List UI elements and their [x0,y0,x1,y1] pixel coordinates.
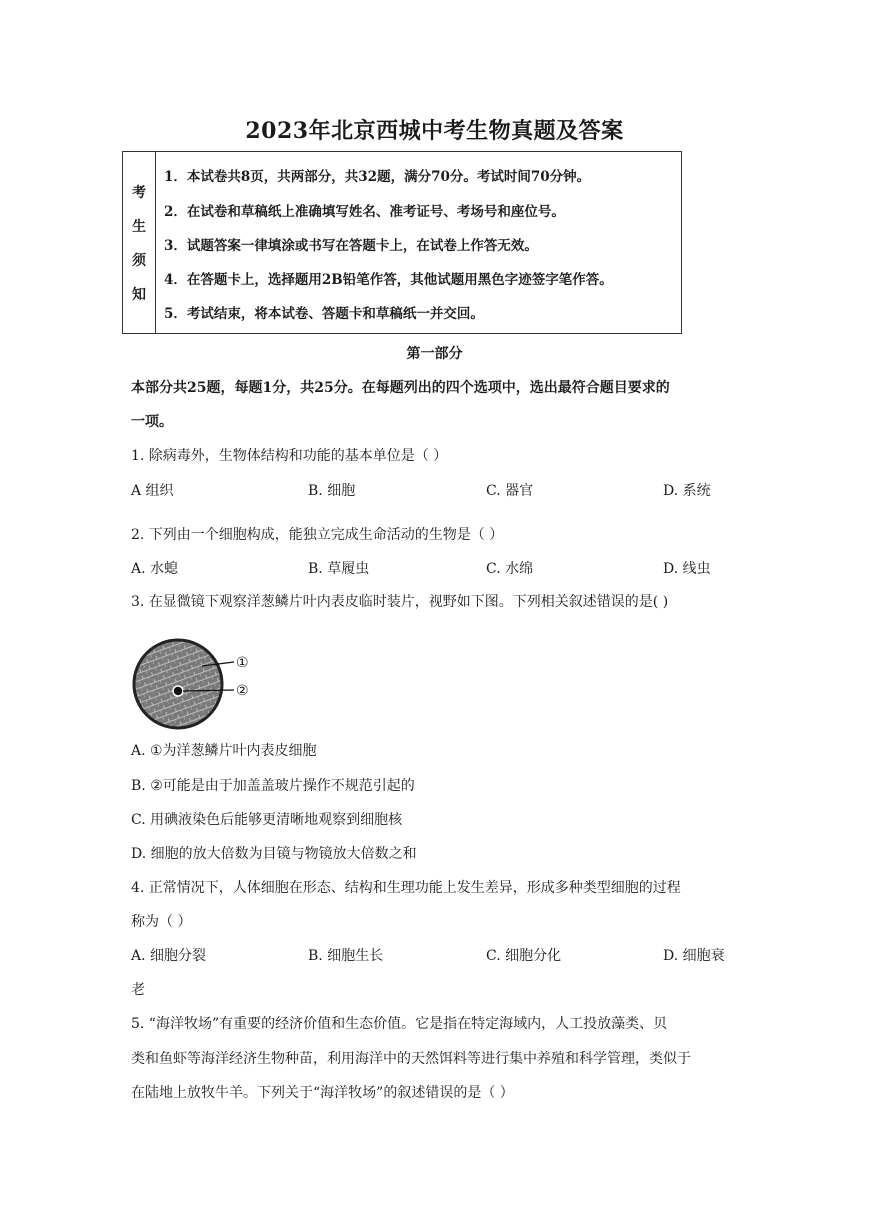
notice-rule-5: 5．考试结束，将本试卷、答题卡和草稿纸一并交回。 [164,306,484,322]
notice-rule-2: 2．在试卷和草稿纸上准确填写姓名、准考证号、考场号和座位号。 [164,204,565,220]
notice-heading-char: 生 [132,219,146,235]
notice-rule-3: 3．试题答案一律填涂或书写在答题卡上，在试卷上作答无效。 [164,238,538,254]
notice-heading-char: 知 [132,287,146,303]
q2-option-a: A. 水螅 [131,561,179,577]
q1-option-b: B. 细胞 [308,483,356,499]
q2-option-c: C. 水绵 [486,561,534,577]
q3-option-a: A. ①为洋葱鳞片叶内表皮细胞 [131,743,317,759]
notice-rule-1: 1．本试卷共8页，共两部分，共32题，满分70分。考试时间70分钟。 [164,169,591,185]
q1-option-c: C. 器官 [486,483,534,499]
q1-option-d: D. 系统 [663,483,711,499]
q1-option-a: A 组织 [131,483,174,499]
q3-option-b: B. ②可能是由于加盖盖玻片操作不规范引起的 [131,778,415,794]
q2-option-b: B. 草履虫 [308,561,370,577]
q5-stem-cont: 在陆地上放牧牛羊。下列关于“海洋牧场”的叙述错误的是（ ） [131,1085,514,1101]
microscope-field-image [130,628,260,738]
q4-stem: 4. 正常情况下，人体细胞在形态、结构和生理功能上发生差异，形成多种类型细胞的过程 [131,880,681,896]
figure-label-1: ① [236,655,249,671]
q4-option-a: A. 细胞分裂 [131,948,207,964]
notice-heading-char: 考 [132,185,146,201]
figure-label-2: ② [236,683,249,699]
q1-stem: 1. 除病毒外，生物体结构和功能的基本单位是（ ） [131,448,448,464]
section-instructions: 本部分共25题，每题1分，共25分。在每题列出的四个选项中，选出最符合题目要求的 [131,380,670,396]
notice-heading [123,152,156,333]
q2-option-d: D. 线虫 [663,561,711,577]
q3-option-d: D. 细胞的放大倍数为目镜与物镜放大倍数之和 [131,846,417,862]
notice-heading-char: 须 [132,253,146,269]
q4-option-d-cont: 老 [131,982,145,998]
q4-stem-cont: 称为（ ） [131,914,192,930]
q4-option-d: D. 细胞衰 [663,948,725,964]
q2-stem: 2. 下列由一个细胞构成，能独立完成生命活动的生物是（ ） [131,527,504,543]
q4-option-c: C. 细胞分化 [486,948,562,964]
q5-stem: 5. “海洋牧场”有重要的经济价值和生态价值。它是指在特定海域内，人工投放藻类、贝 [131,1016,668,1032]
q3-option-c: C. 用碘液染色后能够更清晰地观察到细胞核 [131,812,403,828]
q5-stem-cont: 类和鱼虾等海洋经济生物种苗，利用海洋中的天然饵料等进行集中养殖和科学管理，类似于 [131,1051,691,1067]
exam-notice-box [122,151,682,334]
q4-option-b: B. 细胞生长 [308,948,384,964]
page-title: 2023年北京西城中考生物真题及答案 [245,118,624,144]
notice-rule-4: 4．在答题卡上，选择题用2B铅笔作答，其他试题用黑色字迹签字笔作答。 [164,272,613,288]
microscope-view-figure [130,628,260,738]
q3-stem: 3. 在显微镜下观察洋葱鳞片叶内表皮临时装片，视野如下图。下列相关叙述错误的是( ) [131,594,669,610]
section-instructions-cont: 一项。 [131,414,173,430]
section-title: 第一部分 [406,346,463,362]
